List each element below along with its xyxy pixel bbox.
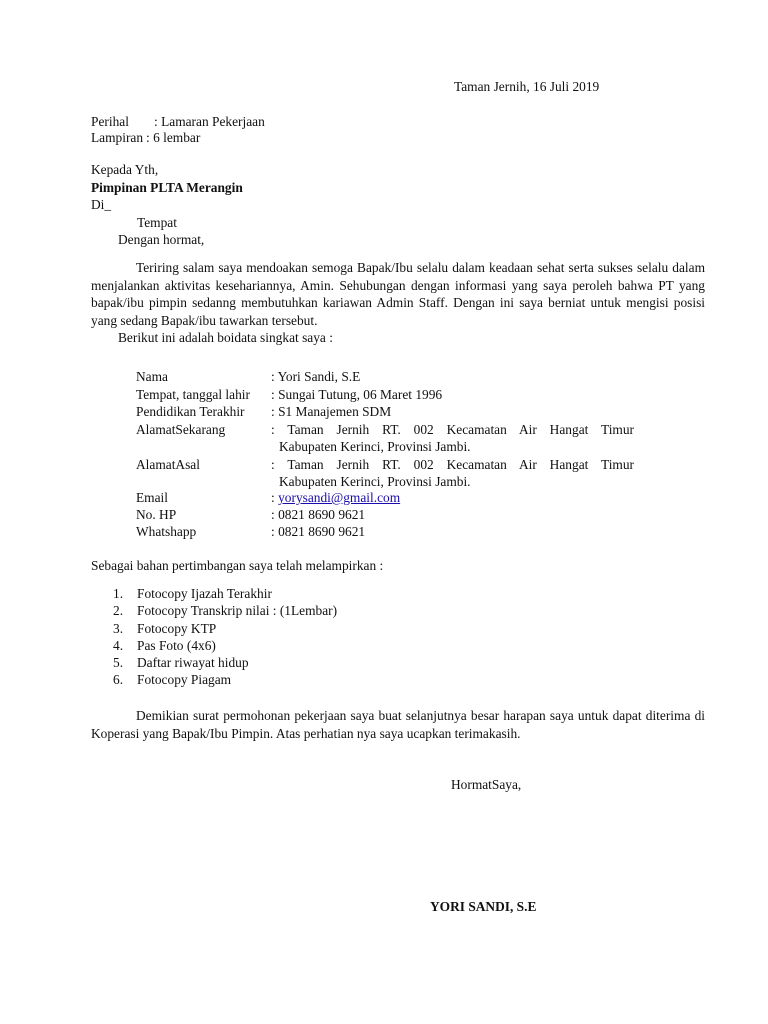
recipient-di: Di_ [91, 197, 112, 212]
bio-label: No. HP [136, 507, 177, 522]
bio-value [271, 489, 400, 506]
list-item [113, 585, 337, 602]
recipient-salutation: Kepada Yth, [91, 162, 159, 177]
bio-label: Email [136, 490, 168, 505]
list-number: 6. [113, 672, 124, 688]
bio-label: AlamatAsal [136, 457, 200, 472]
bio-value: : 0821 8690 9621 [271, 507, 366, 522]
recipient-name: Pimpinan PLTA Merangin [91, 180, 243, 195]
list-item [113, 602, 337, 619]
list-number: 5. [113, 655, 124, 671]
bio-address [271, 456, 634, 490]
list-item [113, 637, 337, 654]
greeting: Dengan hormat, [118, 232, 205, 247]
bio-label: Nama [136, 369, 168, 384]
biodata-intro: Berikut ini adalah boidata singkat saya : [118, 330, 333, 345]
list-text: Pas Foto (4x6) [137, 637, 216, 653]
perihal-label: Perihal [91, 114, 129, 129]
perihal-value: : Lamaran Pekerjaan [154, 114, 265, 129]
bio-label: Tempat, tanggal lahir [136, 387, 250, 402]
bio-value: : 0821 8690 9621 [271, 524, 366, 539]
email-link[interactable]: yorysandi@gmail.com [278, 490, 401, 505]
attachment-list [113, 585, 337, 689]
bio-label: Whatshapp [136, 524, 197, 539]
bio-value: : Yori Sandi, S.E [271, 369, 361, 384]
email-colon: : [271, 490, 275, 505]
attachments-intro: Sebagai bahan pertimbangan saya telah melampirkan : [91, 558, 384, 573]
list-text: Fotocopy Transkrip nilai : (1Lembar) [137, 603, 338, 619]
closing-paragraph [91, 707, 705, 742]
opening-paragraph [91, 259, 705, 329]
list-number: 2. [113, 603, 124, 619]
bio-label: AlamatSekarang [136, 422, 226, 437]
closing-paragraph-text: Demikian surat permohonan pekerjaan saya buat selanjutnya besar harapan saya untuk dapat diterima di Koperasi yang Bapak/Ibu Pimpin. Atas perhatian nya saya ucapkan terimakasih. [91, 708, 705, 741]
recipient-place: Tempat [137, 215, 177, 230]
bio-address-line2: Kabupaten Kerinci, Provinsi Jambi. [279, 474, 471, 489]
bio-address-line2: Kabupaten Kerinci, Provinsi Jambi. [279, 439, 471, 454]
bio-label: Pendidikan Terakhir [136, 404, 245, 419]
list-number: 4. [113, 637, 124, 653]
list-item [113, 620, 337, 637]
place-date: Taman Jernih, 16 Juli 2019 [454, 79, 600, 94]
bio-address [271, 421, 634, 455]
bio-value: : Sungai Tutung, 06 Maret 1996 [271, 387, 443, 402]
signature-name: YORI SANDI, S.E [430, 899, 537, 914]
list-item [113, 654, 337, 671]
list-text: Fotocopy KTP [137, 620, 217, 636]
opening-paragraph-text: Teriring salam saya mendoakan semoga Bapak/Ibu selalu dalam keadaan sehat serta sukses selalu dalam menjalankan aktivitas kesehariannya, Amin. Sehubungan dengan informasi yang saya peroleh bahwa PT yang bapak/ibu pimpin sedanng membutuhkan kariawan Admin Staff. Dengan ini saya berniat untuk mengisi posisi yang sedang Bapak/ibu tawarkan tersebut. [91, 260, 705, 328]
list-item [113, 671, 337, 688]
list-number: 1. [113, 586, 124, 601]
bio-address-line1: : Taman Jernih RT. 002 Kecamatan Air Hangat Timur [271, 422, 634, 437]
bio-value: : S1 Manajemen SDM [271, 404, 392, 419]
bio-address-line1: : Taman Jernih RT. 002 Kecamatan Air Hangat Timur [271, 457, 634, 472]
lampiran-value: : 6 lembar [146, 130, 201, 145]
lampiran-label: Lampiran [91, 130, 144, 145]
list-text: Fotocopy Ijazah Terakhir [137, 586, 272, 601]
list-text: Fotocopy Piagam [137, 672, 232, 688]
regards: HormatSaya, [451, 777, 522, 792]
list-text: Daftar riwayat hidup [137, 655, 249, 671]
list-number: 3. [113, 620, 124, 636]
